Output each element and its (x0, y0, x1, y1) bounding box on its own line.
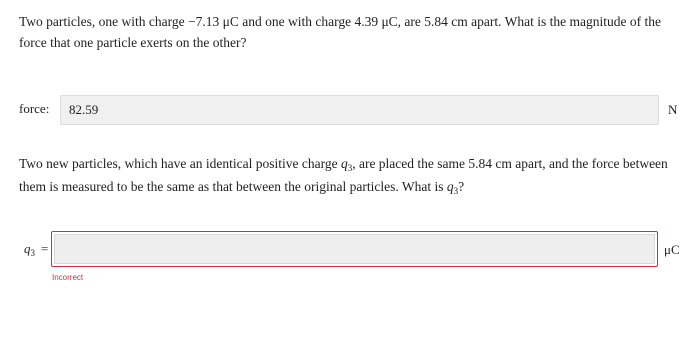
q3-label-equals: = (41, 241, 49, 256)
question-2-text-part1: Two new particles, which have an identical positive charge (19, 156, 341, 171)
q3-var-subscript: 3 (347, 163, 353, 173)
q3-unit: μC (664, 242, 680, 257)
q3-input-field[interactable] (54, 234, 655, 264)
q3-label-subscript: 3 (30, 248, 35, 258)
q3-var-subscript-2: 3 (453, 186, 459, 196)
question-2-text-part3: ? (458, 179, 465, 194)
question-1-text: Two particles, one with charge −7.13 μC and one with charge 4.39 μC, are 5.84 cm apart. What is the magnitude of the force that one particle exerts on the other? (19, 14, 661, 50)
force-unit: N (668, 102, 678, 117)
q3-input[interactable] (51, 231, 658, 267)
q3-label (24, 241, 48, 258)
question-2-text-part2: , are placed the same 5.84 cm apart, and the force between them is measured to be the same as that between the original particles. What is (19, 156, 668, 194)
force-input[interactable]: 82.59 (60, 95, 659, 125)
q3-var-letter-2: q (446, 179, 454, 194)
q3-variable-inline-2 (447, 179, 458, 194)
question-2-text (19, 153, 674, 199)
q3-label-letter: q (24, 241, 31, 256)
incorrect-feedback: Incorrect (52, 273, 84, 282)
force-label: force: (19, 101, 50, 116)
q3-variable-inline (341, 156, 352, 171)
q3-var-letter: q (340, 156, 348, 171)
